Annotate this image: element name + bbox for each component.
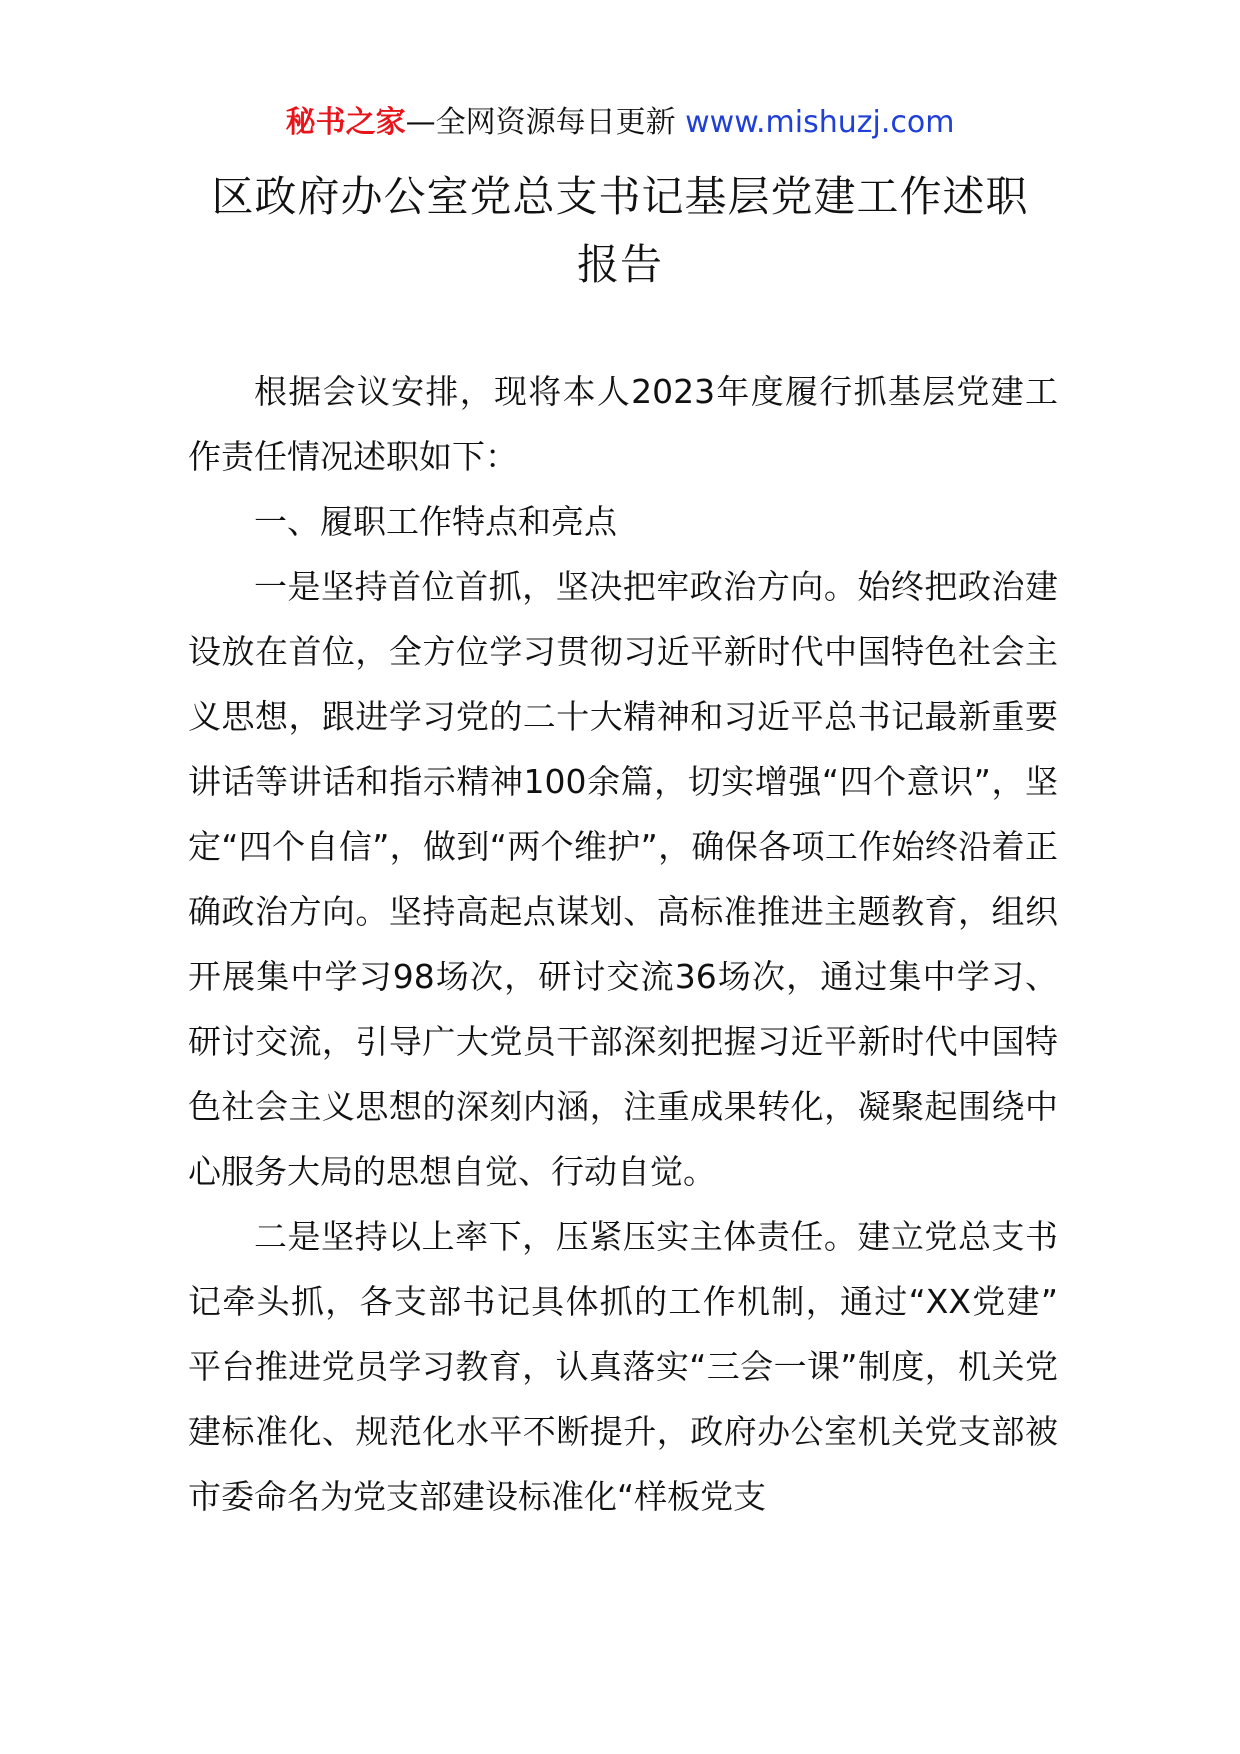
section-heading: 一、履职工作特点和亮点 (254, 502, 617, 541)
brand-name: 秘书之家 (285, 105, 406, 140)
site-url-link[interactable]: www.mishuzj.com (685, 105, 955, 140)
document-body (188, 359, 1058, 1529)
document-title-line-1: 区政府办公室党总支书记基层党建工作述职 (211, 172, 1029, 221)
document-title-line-2: 报告 (576, 240, 663, 289)
site-header (0, 101, 1240, 145)
body-paragraph: 二是坚持以上率下，压紧压实主体责任。建立党总支书记牵头抓，各支部书记具体抓的工作机制，通过“XX党建”平台推进党员学习教育，认真落实“三会一课”制度，机关党建标准化、规范化水平不断提升，政府办公室机关党支部被市委命名为党支部建设标准化“样板党支 (188, 1217, 1058, 1516)
body-paragraph: 一是坚持首位首抓，坚决把牢政治方向。始终把政治建设放在首位，全方位学习贯彻习近平新时代中国特色社会主义思想，跟进学习党的二十大精神和习近平总书记最新重要讲话等讲话和指示精神100余篇，切实增强“四个意识”，坚定“四个自信”，做到“两个维护”，确保各项工作始终沿着正确政治方向。坚持高起点谋划、高标准推进主题教育，组织开展集中学习98场次，研讨交流36场次，通过集中学习、研讨交流，引导广大党员干部深刻把握习近平新时代中国特色社会主义思想的深刻内涵，注重成果转化，凝聚起围绕中心服务大局的思想自觉、行动自觉。 (188, 567, 1058, 1191)
intro-paragraph: 根据会议安排，现将本人2023年度履行抓基层党建工作责任情况述职如下： (188, 372, 1058, 476)
header-tagline: —全网资源每日更新 (405, 105, 676, 140)
document-title (160, 163, 1080, 299)
